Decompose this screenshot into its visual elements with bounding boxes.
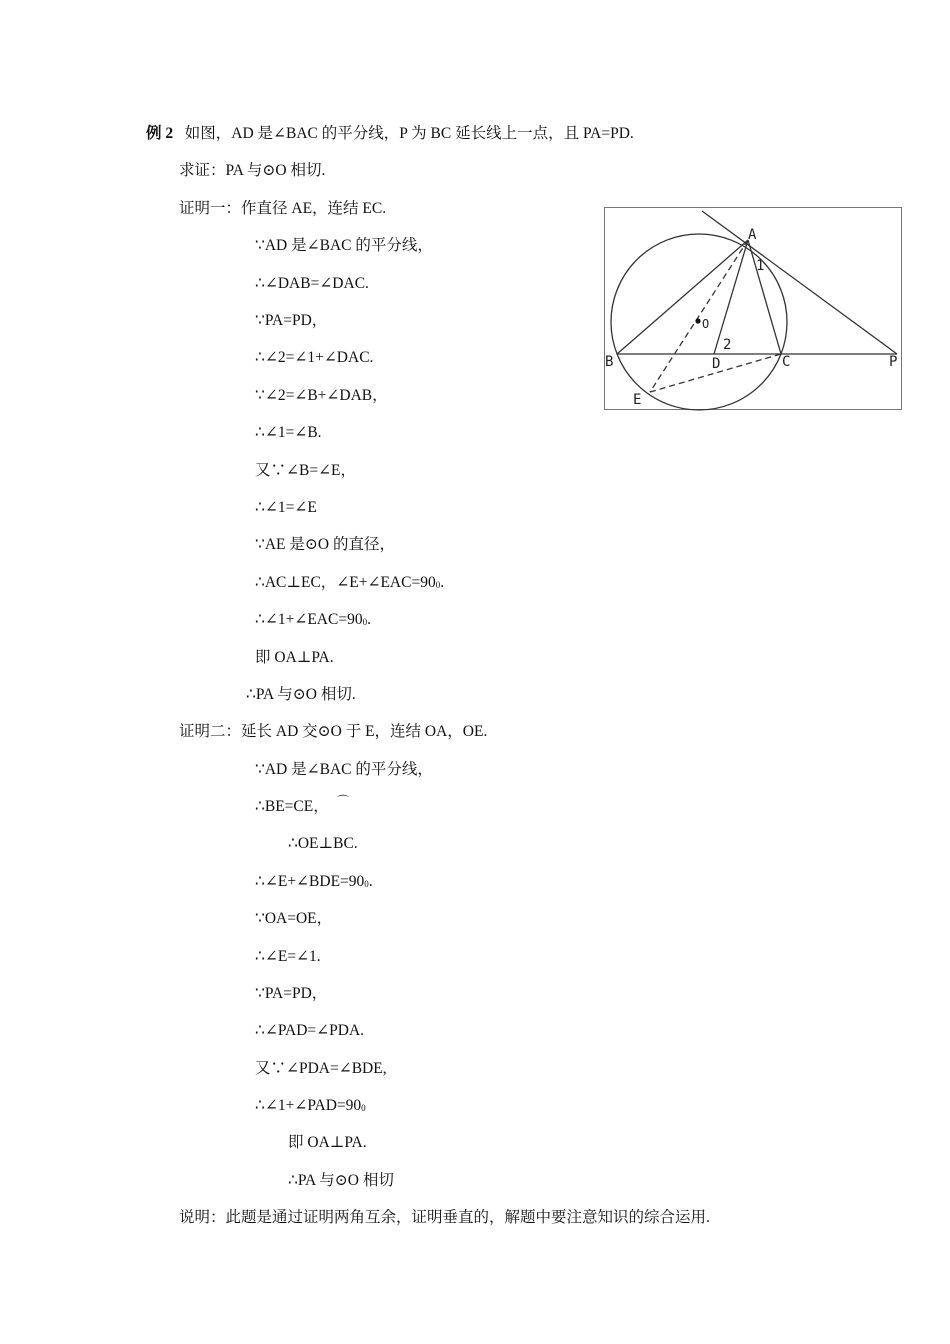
label-angle-1: 1	[756, 258, 765, 274]
proof1-step: ∴∠1+∠EAC=90	[255, 611, 363, 628]
proof2-conclusion: ∴PA 与⊙O 相切	[288, 1172, 394, 1189]
proof2-step: ∴∠E+∠BDE=90	[255, 873, 365, 890]
example-label: 例 2	[146, 125, 174, 142]
proof1-conclusion: ∴PA 与⊙O 相切.	[246, 686, 356, 703]
note: 说明：此题是通过证明两角互余，证明垂直的，解题中要注意知识的综合运用.	[179, 1209, 710, 1226]
proof2-step: ∴∠1+∠PAD=90	[255, 1097, 362, 1114]
proof1-step: ∴∠1=∠E	[255, 499, 317, 516]
proof2-step: 即 OA⊥PA.	[288, 1134, 367, 1151]
degree-mark: 0	[364, 879, 369, 889]
prove-statement: 求证：PA 与⊙O 相切.	[179, 162, 326, 179]
proof1-step: ∵PA=PD，	[255, 312, 328, 329]
proof2-step: ∴∠E=∠1.	[255, 948, 321, 965]
diameter-ae	[650, 240, 748, 392]
proof1-step: 即 OA⊥PA.	[255, 649, 334, 666]
period: .	[368, 873, 373, 890]
proof2-step: ∵OA=OE，	[255, 910, 333, 927]
label-e: E	[633, 392, 642, 408]
label-b: B	[605, 354, 614, 370]
label-p: P	[889, 354, 898, 370]
proof1-step: ∴∠DAB=∠DAC.	[255, 275, 369, 292]
degree-mark: 0	[361, 1103, 366, 1113]
label-a: A	[748, 227, 757, 243]
proof1-step: ∴∠2=∠1+∠DAC.	[255, 349, 374, 366]
proof2-step: 又∵∠PDA=∠BDE,	[255, 1060, 387, 1077]
proof1-step-degree	[255, 573, 444, 594]
proof1-step: ∵AE 是⊙O 的直径，	[255, 536, 395, 553]
label-o: O	[702, 317, 710, 331]
degree-mark: 0	[362, 617, 368, 627]
proof2-step-degree	[255, 1096, 366, 1117]
proof2-step: ∵AD 是∠BAC 的平分线，	[255, 761, 433, 778]
proof1-step: 又∵∠B=∠E，	[255, 462, 357, 479]
period: .	[367, 611, 371, 628]
label-d: D	[712, 356, 721, 372]
center-o-dot	[695, 318, 700, 323]
degree-mark: 0	[435, 580, 441, 590]
arc-mark: ⌒	[337, 794, 350, 808]
figure-svg	[605, 208, 903, 411]
proof2-step-degree	[255, 872, 373, 893]
proof1-step: ∵∠2=∠B+∠DAB，	[255, 387, 388, 404]
proof1-step: ∴AC⊥EC，∠E+∠EAC=90	[255, 574, 436, 591]
proof2-step: ∵PA=PD，	[255, 985, 328, 1002]
proof2-step-arc	[255, 794, 350, 817]
proof2-step: ∴∠PAD=∠PDA.	[255, 1022, 365, 1039]
proof2-step: ∴BE=CE，	[255, 798, 329, 815]
example-heading	[146, 124, 634, 144]
label-angle-2: 2	[723, 337, 732, 353]
proof1-intro: 证明一：作直径 AE，连结 EC.	[179, 200, 387, 217]
proof1-step: ∵AD 是∠BAC 的平分线，	[255, 237, 433, 254]
geometry-figure	[604, 207, 902, 410]
period: .	[440, 574, 445, 591]
tangent-line-pa	[702, 211, 897, 354]
proof2-step: ∴OE⊥BC.	[288, 835, 358, 852]
proof1-step: ∴∠1=∠B.	[255, 424, 322, 441]
proof1-step-degree	[255, 610, 371, 631]
label-c: C	[782, 354, 791, 370]
proof2-intro: 证明二：延长 AD 交⊙O 于 E，连结 OA，OE.	[179, 723, 488, 740]
example-statement: 如图，AD 是∠BAC 的平分线，P 为 BC 延长线上一点，且 PA=PD.	[184, 125, 634, 142]
